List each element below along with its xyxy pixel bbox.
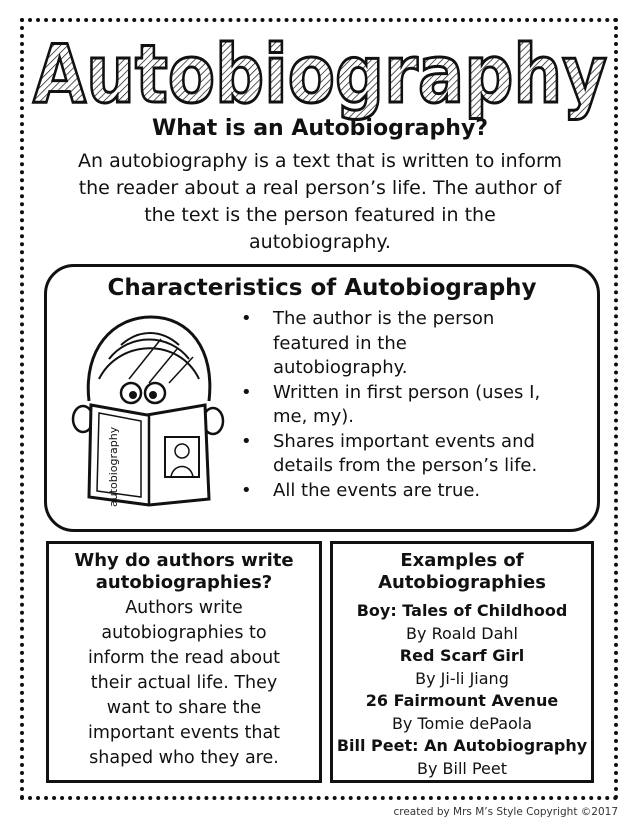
list-item: • All the events are true. — [237, 479, 567, 504]
example-book-author: By Roald Dahl — [406, 624, 518, 643]
why-title: Why do authors write autobiographies? — [74, 550, 294, 593]
characteristics-title: Characteristics of Autobiography — [107, 275, 537, 301]
page-title: Autobiography — [33, 28, 607, 121]
characteristics-list — [237, 307, 567, 503]
intro-line: autobiography. — [249, 231, 391, 253]
title-banner — [30, 26, 610, 121]
example-book-title: Bill Peet: An Autobiography — [336, 736, 588, 755]
why-text: Authors write autobiographies to inform the read about their actual life. They want to share the important events that shaped who they are. — [87, 598, 281, 768]
intro-paragraph — [34, 148, 606, 256]
list-item: • Written in first person (uses I, me, my). — [237, 381, 567, 430]
examples-list — [333, 600, 591, 780]
example-book-author: By Tomie dePaola — [391, 714, 533, 733]
book-cover-text: autobiography — [107, 426, 120, 507]
copyright-credit: created by Mrs M’s Style Copyright ©2017 — [393, 806, 618, 818]
characteristics-box — [44, 264, 600, 532]
example-book-title: 26 Fairmount Avenue — [365, 691, 559, 710]
child-reading-book-illustration — [69, 309, 229, 505]
examples-title: Examples of Autobiographies — [378, 550, 546, 593]
list-item: • The author is the person featured in the autobiography. — [237, 307, 567, 381]
intro-line: the reader about a real person’s life. The author of — [78, 177, 562, 199]
example-book-author: By Ji-li Jiang — [415, 669, 509, 688]
question-heading: What is an Autobiography? — [151, 116, 489, 141]
examples-box — [330, 541, 594, 783]
example-book-title: Boy: Tales of Childhood — [356, 601, 568, 620]
intro-line: An autobiography is a text that is written to inform — [77, 150, 563, 172]
why-box — [46, 541, 322, 783]
list-item: • Shares important events and details from the person’s life. — [237, 430, 567, 479]
example-book-author: By Bill Peet — [417, 759, 507, 778]
example-book-title: Red Scarf Girl — [399, 646, 525, 665]
intro-line: the text is the person featured in the — [144, 204, 496, 226]
